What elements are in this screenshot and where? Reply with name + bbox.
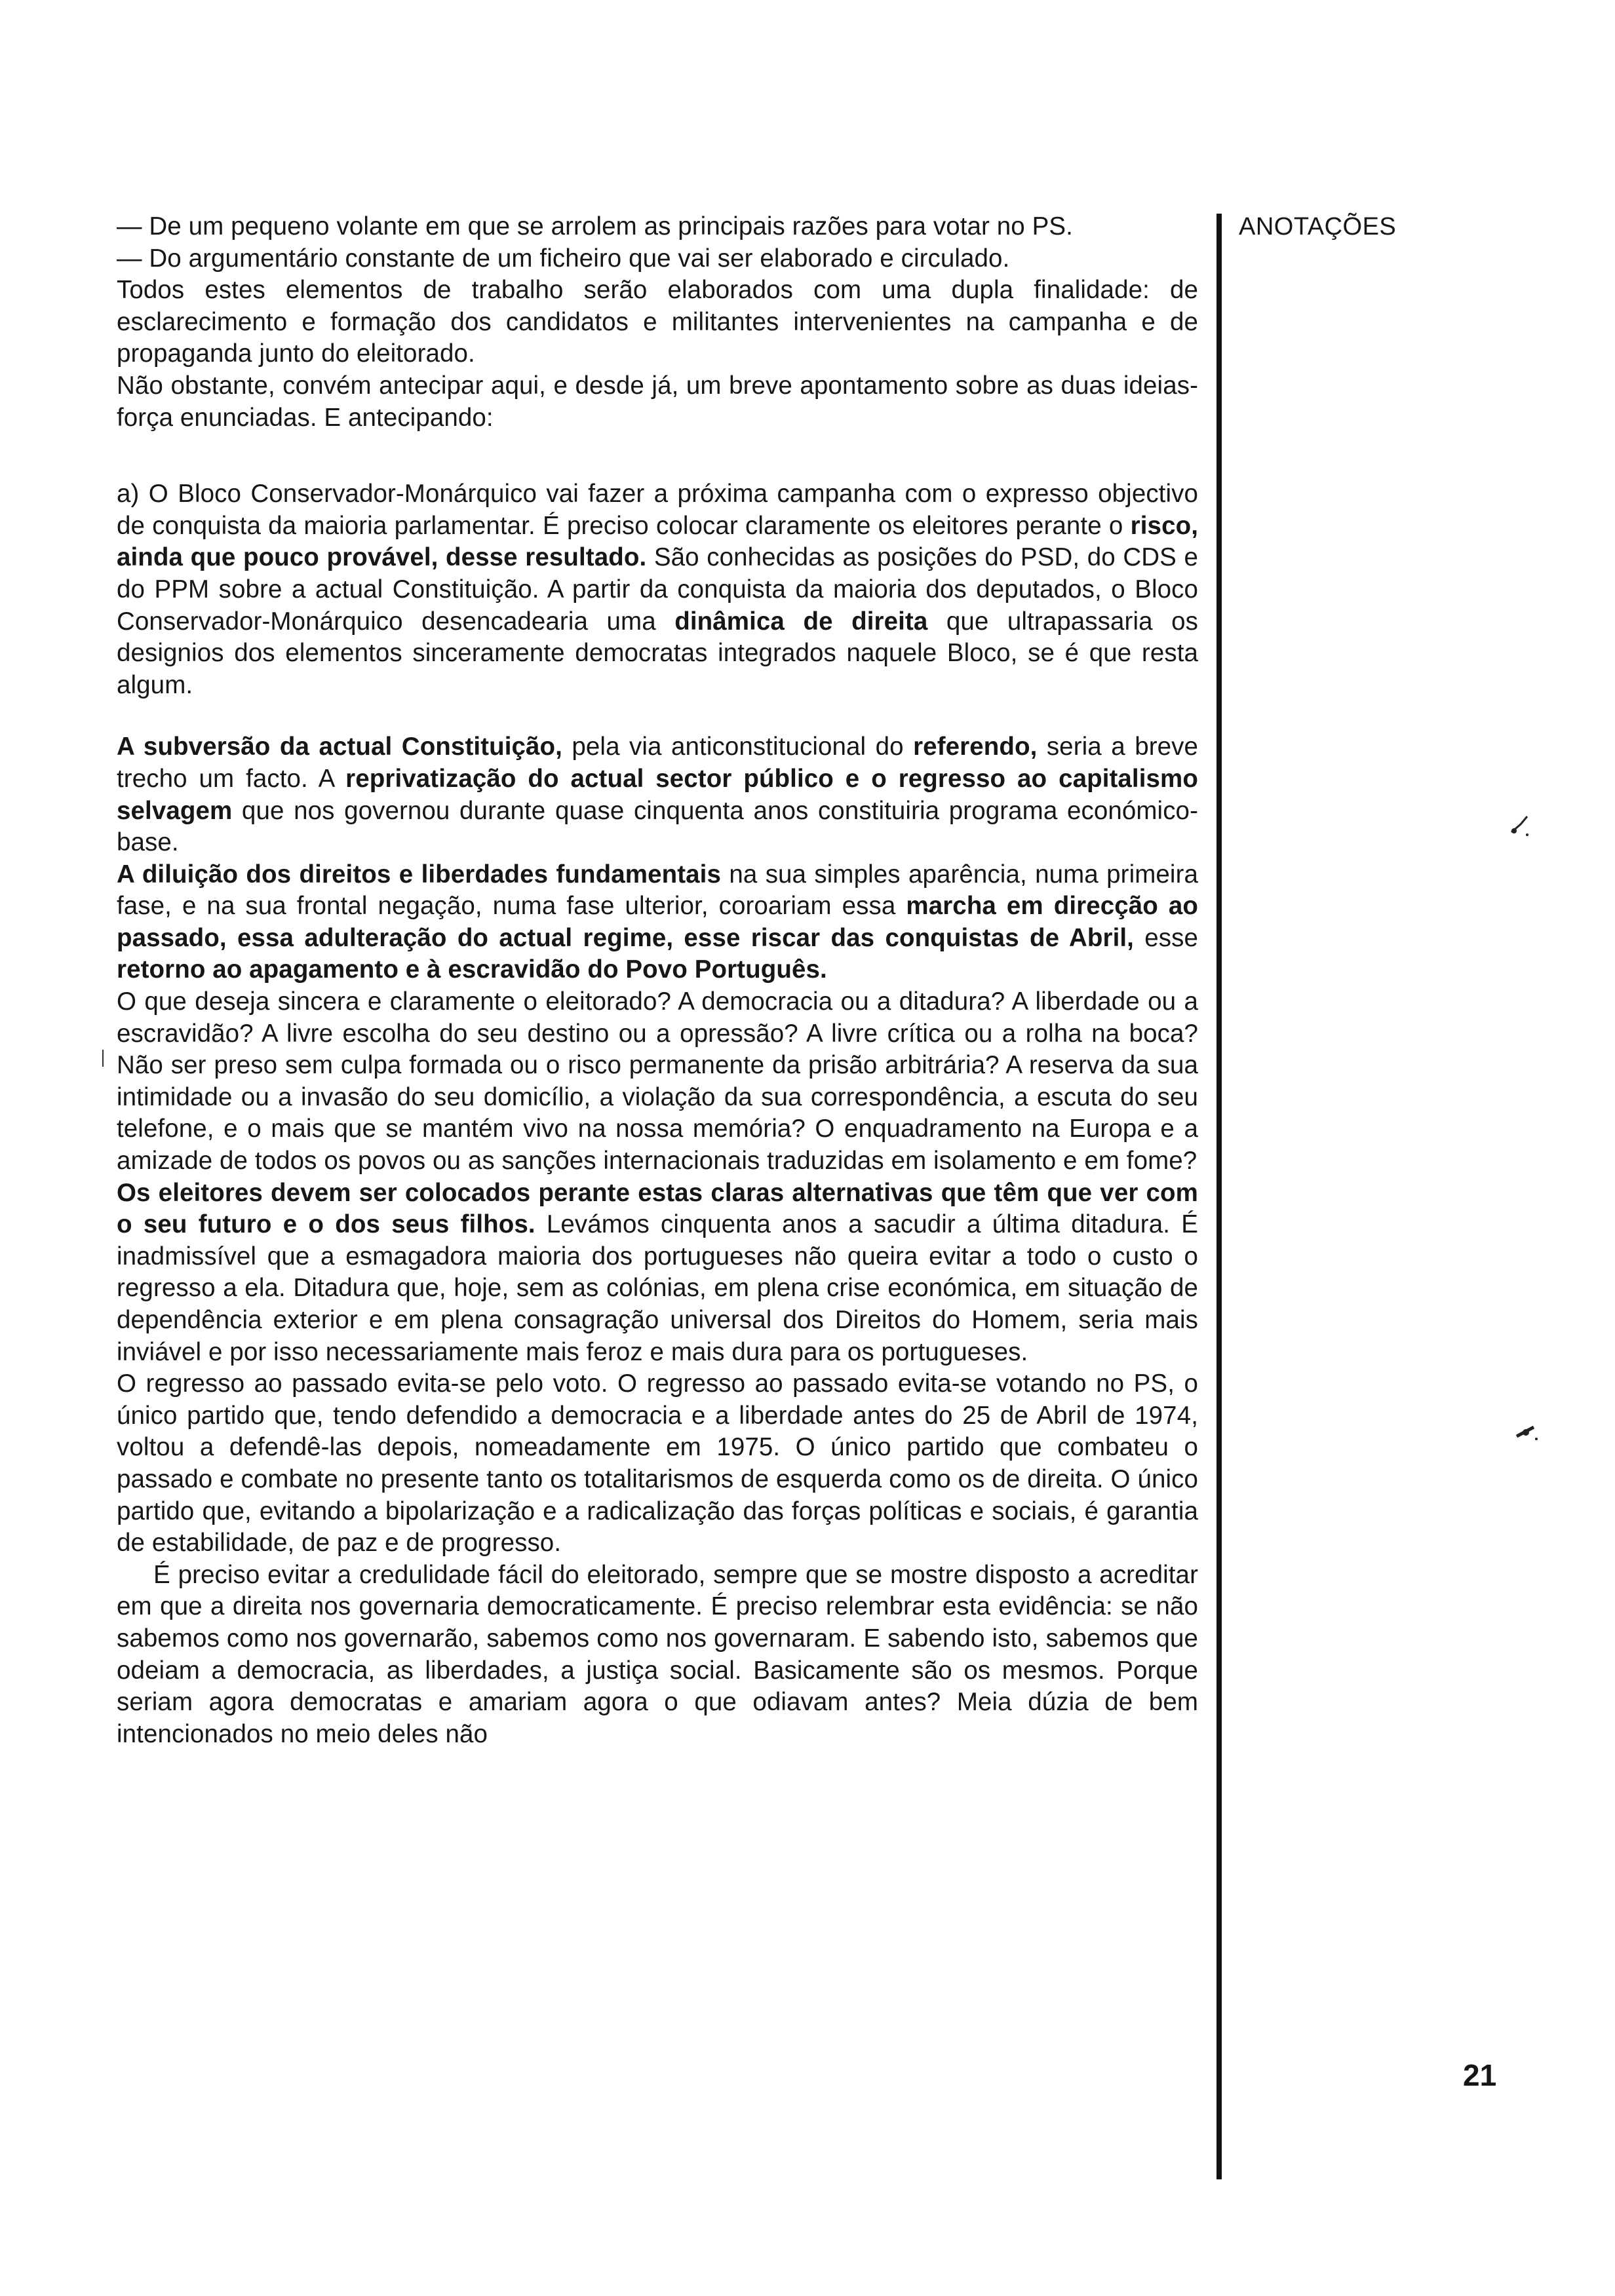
scan-speck-mark — [100, 1048, 106, 1068]
bold-run: referendo, — [913, 733, 1038, 761]
main-text-column — [117, 211, 1198, 1750]
bold-run: Os eleitores devem ser colocados perante estas claras alternativas que têm que ver com o seu futuro e o dos seus filhos. — [117, 1178, 1198, 1239]
bold-run: A diluição dos direitos e liberdades fundamentais — [117, 860, 721, 889]
paragraph-credulity: É preciso evitar a credulidade fácil do eleitorado, sempre que se mostre disposto a acreditar em que a direita nos governaria democraticamente. É preciso relembrar esta evidência: se não sabemos como nos governarão, sabemos como nos governaram. E sabendo isto, sabemos que odeiam a democracia, as liberdades, a justiça social. Basicamente são os mesmos. Porque seriam agora democratas e amariam agora o que odiavam antes? Meia dúzia de bem intencionados no meio deles não — [117, 1560, 1198, 1748]
bold-run: A subversão da actual Constituição, — [117, 733, 562, 761]
text-run: a) O Bloco Conservador-Monárquico vai fazer a próxima campanha com o expresso objectivo de conquista da maioria parlamentar. É preciso colocar claramente os eleitores perante o — [117, 480, 1198, 540]
text-run: São conhecidas as posições do PSD, do CDS e do PPM sobre a actual Constituição. A partir da conquista da maioria dos deputados, o Bloco Conservador-Monárquico desencadearia uma — [117, 543, 1199, 636]
annotations-label: ANOTAÇÕES — [1239, 213, 1397, 240]
margin-divider-rule — [1216, 214, 1222, 2179]
bold-run: reprivatização do actual sector público e o regresso ao capitalismo selvagem — [117, 764, 1198, 825]
paragraph-vote-ps: O regresso ao passado evita-se pelo voto. O regresso ao passado evita-se votando no PS, o único partido que, tendo defendido a democracia e a liberdade antes do 25 de Abril de 1974, voltou a defendê-las depois, nomeadamente em 1975. O único partido que combateu o passado e combate no presente tanto os totalitarismos de esquerda como os de direita. O único partido que, evitando a bipolarização e a radicalização das forças políticas e sociais, é garantia de estabilidade, de paz e de progresso. — [117, 1369, 1198, 1558]
scan-speck-mark — [1508, 813, 1534, 839]
paragraph-questions: O que deseja sincera e claramente o eleitorado? A democracia ou a ditadura? A liberdade ou a escravidão? A livre escolha do seu destino ou a opressão? A livre crítica ou a rolha na boca? Não ser preso sem culpa formada ou o risco permanente da prisão arbitrária? A reserva da sua intimidade ou a invasão do seu domicílio, a violação da sua correspondência, a escuta do seu telefone, e o mais que se mantém vivo na nossa memória? O enquadramento na Europa e a amizade de todos os povos ou as sanções internacionais traduzidas em isolamento e em fome? — [117, 987, 1198, 1176]
text-run: esse — [1133, 923, 1198, 952]
bold-run: risco, ainda que pouco provável, desse resultado. — [117, 511, 1198, 572]
paragraph-anticipation: Não obstante, convém antecipar aqui, e desde já, um breve apontamento sobre as duas ideias-força enunciadas. E antecipando: — [117, 371, 1198, 432]
scan-speck-mark — [1511, 1422, 1539, 1442]
text-run: na sua simples aparência, numa primeira fase, e na sua frontal negação, numa fase ulterior, coroariam essa — [117, 860, 1198, 921]
text-run: que nos governou durante quase cinquenta anos constituiria programa económico-base. — [117, 796, 1198, 857]
paragraph-voters — [117, 1177, 1198, 1369]
text-run: seria a breve trecho um facto. A — [117, 733, 1199, 793]
paragraph-list-item-2: — Do argumentário constante de um ficheiro que vai ser elaborado e circulado. — [117, 244, 1010, 273]
page-number: 21 — [1463, 2058, 1497, 2092]
paragraph-dilution — [117, 859, 1198, 986]
text-run: que ultrapassaria os designios dos elementos sinceramente democratas integrados naquele Bloco, se é que resta algum. — [117, 607, 1198, 699]
paragraph-bloco — [117, 478, 1198, 701]
bold-run: retorno ao apagamento e à escravidão do Povo Português. — [117, 955, 827, 984]
paragraph-list-item-1: — De um pequeno volante em que se arrolem as principais razões para votar no PS. — [117, 212, 1073, 240]
text-run: pela via anticonstitucional do — [562, 733, 914, 761]
bold-run: dinâmica de direita — [674, 607, 928, 636]
paragraph-subversion — [117, 731, 1198, 858]
paragraph-purpose: Todos estes elementos de trabalho serão elaborados com uma dupla finalidade: de esclarecimento e formação dos candidatos e militantes intervenientes na campanha e de propaganda junto do eleitorado. — [117, 276, 1198, 368]
text-run: Levámos cinquenta anos a sacudir a última ditadura. É inadmissível que a esmagadora maioria dos portugueses não queira evitar a todo o custo o regresso a ela. Ditadura que, hoje, sem as colónias, em plena crise económica, em situação de dependência exterior e em plena consagração universal dos Direitos do Homem, seria mais inviável e por isso necessariamente mais feroz e mais dura para os portugueses. — [117, 1210, 1199, 1366]
bold-run: marcha em direcção ao passado, essa adulteração do actual regime, esse riscar das conquistas de Abril, — [117, 892, 1199, 952]
